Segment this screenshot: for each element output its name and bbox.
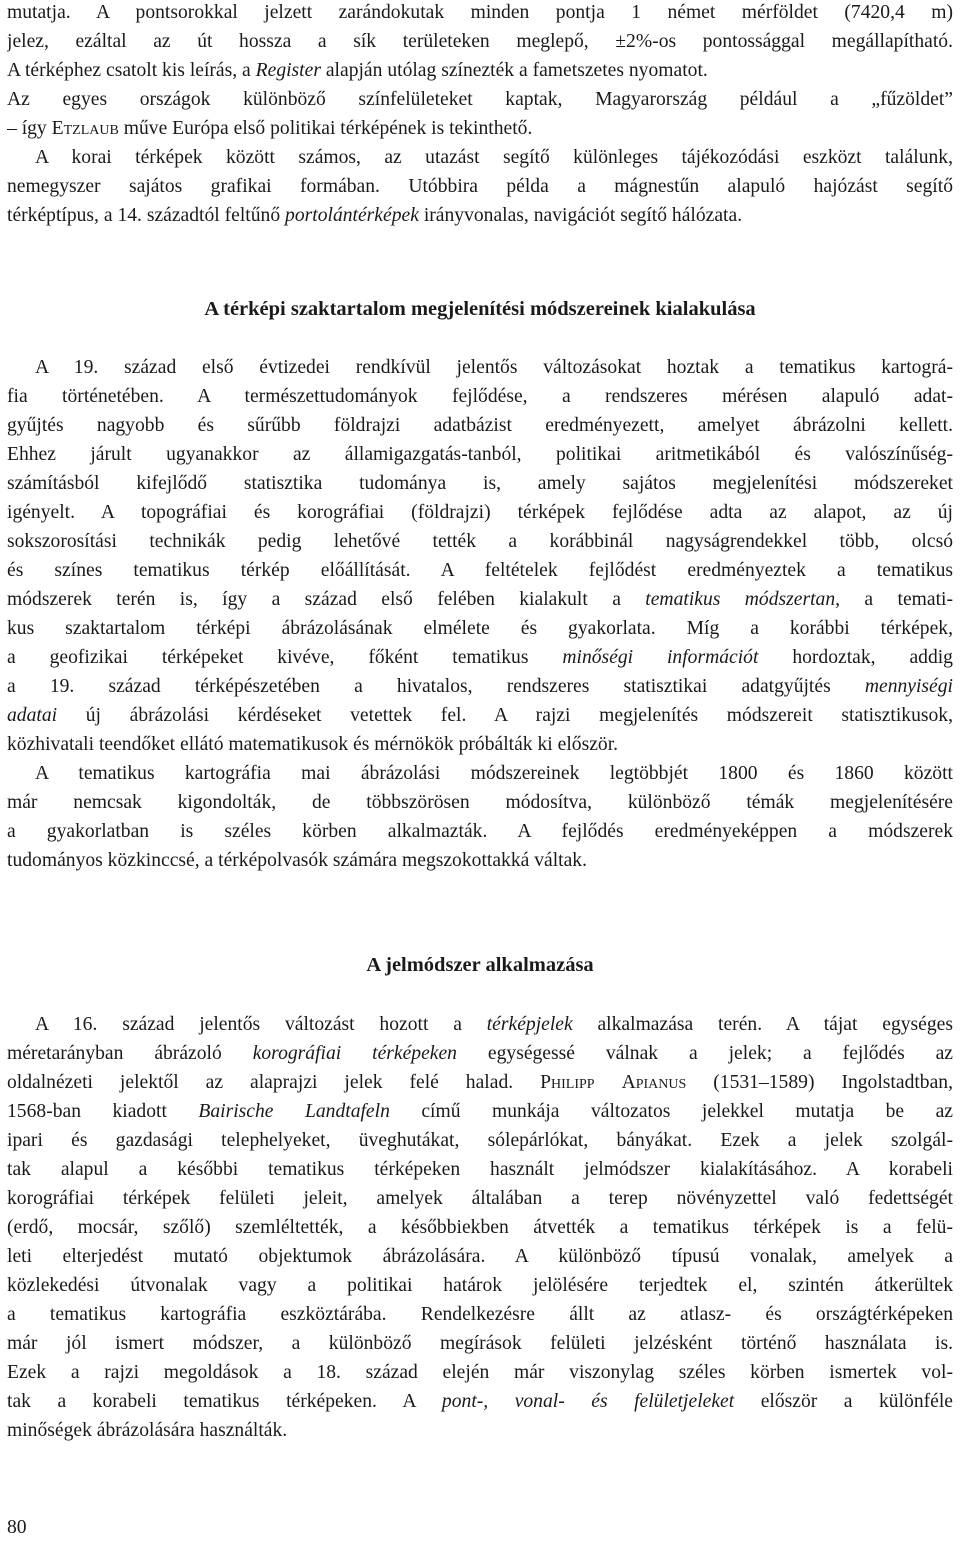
- emphasis-text: tematikus módszertan,: [645, 589, 841, 610]
- paragraph-line: (erdő, mocsár, szőlő) szemléltették, a későbbiekben átvették a tematikus térképek is a felü-: [7, 1217, 953, 1238]
- text-run: a geofizikai térképeket kivéve, főként tematikus: [7, 647, 563, 668]
- text-run: hordoztak, addig: [758, 647, 953, 668]
- paragraph-line: [7, 1041, 953, 1067]
- paragraph-line: [7, 645, 953, 671]
- paragraph-line: Az egyes országok különböző színfelületeket kaptak, Magyarország például a „fűzöldet”: [7, 89, 953, 110]
- text-run: – így: [7, 118, 52, 139]
- paragraph-line: már jól ismert módszer, a különböző megírások felületi jelzésként történő használata is.: [7, 1333, 953, 1354]
- emphasis-text: adatai: [7, 705, 58, 726]
- paragraph-line: [7, 1389, 953, 1415]
- author-name: Apianus: [621, 1072, 687, 1093]
- paragraph-line: A korai térképek között számos, az utazást segítő különleges tájékozódási eszközt találunk,: [35, 147, 953, 168]
- text-run: módszerek terén is, így a század első felében kialakult a: [7, 589, 646, 610]
- emphasis-text: mennyiségi: [864, 676, 953, 697]
- paragraph-line: kus szaktartalom térképi ábrázolásának elmélete és gyakorlata. Míg a korábbi térképek,: [7, 618, 953, 639]
- emphasis-text: Bairische Landtafeln: [198, 1101, 390, 1122]
- paragraph-line: Ezek a rajzi megoldások a 18. század elején már viszonylag széles körben ismertek vol-: [7, 1362, 953, 1383]
- paragraph-line: közlekedési útvonalak vagy a politikai határok jelölésére terjedtek el, szintén átkerültek: [7, 1275, 953, 1296]
- emphasis-text: pont-, vonal- és felületjeleket: [441, 1391, 735, 1412]
- text-run: oldalnézeti jelektől az alaprajzi jelek felé halad.: [7, 1072, 541, 1093]
- page-number: 80: [7, 1517, 27, 1538]
- paragraph-line: [7, 1070, 953, 1096]
- paragraph-line: fia történetében. A természettudományok fejlődése, a rendszeres mérésen alapuló adat-: [7, 386, 953, 407]
- text-run: irányvonalas, navigációt segítő hálózata.: [423, 205, 743, 226]
- emphasis-text: minőségi információt: [562, 647, 759, 668]
- paragraph-line: és színes tematikus térkép előállítását. A feltételek fejlődést eredményeztek a tematikus: [7, 560, 953, 581]
- author-name: Philipp: [540, 1072, 595, 1093]
- text-run: méretarányban ábrázoló: [7, 1043, 253, 1064]
- emphasis-text: Register: [255, 60, 321, 81]
- paragraph-line: leti elterjedést mutató objektumok ábrázolására. A különböző típusú vonalak, amelyek a: [7, 1246, 953, 1267]
- paragraph-line: [7, 58, 953, 84]
- paragraph-line: minőségek ábrázolására használták.: [7, 1420, 288, 1441]
- text-run: alapján utólag színezték a fametszetes nyomatot.: [325, 60, 708, 81]
- paragraph-line: mutatja. A pontsorokkal jelzett zarándokutak minden pontja 1 német mérföldet (7420,4 m): [7, 2, 953, 23]
- paragraph-line: jelez, ezáltal az út hossza a sík területeken meglepő, ±2%-os pontossággal megállapítható.: [7, 31, 953, 52]
- author-name: Etzlaub: [51, 118, 119, 139]
- paragraph-line: [7, 674, 953, 700]
- paragraph-line: korográfiai térképek felületi jeleit, amelyek általában a terep növényzettel való fedettségét: [7, 1188, 953, 1209]
- paragraph-line: A tematikus kartográfia mai ábrázolási módszereinek legtöbbjét 1800 és 1860 között: [35, 763, 953, 784]
- text-run: új ábrázolási kérdéseket vetettek fel. A rajzi megjelenítés módszereit statisztikusok,: [57, 705, 953, 726]
- text-run: először a különféle: [734, 1391, 953, 1412]
- paragraph-line: [7, 116, 953, 142]
- paragraph-line: tak alapul a későbbi tematikus térképeken használt jelmódszer kialakításához. A korabeli: [7, 1159, 953, 1180]
- text-run: térképtípus, a 14. századtól feltűnő: [7, 205, 286, 226]
- paragraph-line: számításból kifejlődő statisztika tudománya is, amely sajátos megjelenítési módszereket: [7, 473, 953, 494]
- emphasis-text: korográfiai térképeken: [252, 1043, 457, 1064]
- paragraph-line: gyűjtés nagyobb és sűrűbb földrajzi adatbázist eredményezett, amelyet ábrázolni kellett.: [7, 415, 953, 436]
- text-run: című munkája változatos jelekkel mutatja be az: [389, 1101, 953, 1122]
- paragraph-line: ipari és gazdasági telephelyeket, üveghutákat, sólepárlókat, bányákat. Ezek a jelek szolgál-: [7, 1130, 953, 1151]
- paragraph-line: Ehhez járult ugyanakkor az államigazgatás-tanból, politikai aritmetikából és valószínűség-: [7, 444, 953, 465]
- emphasis-text: térképjelek: [486, 1014, 573, 1035]
- paragraph-line: nemegyszer sajátos grafikai formában. Utóbbira példa a mágnestűn alapuló hajózást segítő: [7, 176, 953, 197]
- text-run: alkalmazása terén. A tájat egységes: [572, 1014, 953, 1035]
- paragraph-line: [7, 203, 953, 229]
- paragraph-line: [7, 1099, 953, 1125]
- section-heading: A térképi szaktartalom megjelenítési módszereinek kialakulása: [204, 298, 756, 320]
- paragraph-line: [7, 703, 953, 729]
- paragraph-line: [7, 587, 953, 613]
- paragraph-line: [35, 1012, 953, 1038]
- paragraph-line: közhivatali teendőket ellátó matematikusok és mérnökök próbálták ki először.: [7, 734, 619, 755]
- text-run: A 16. század jelentős változást hozott a: [35, 1014, 487, 1035]
- paragraph-line: tudományos közkinccsé, a térképolvasók számára megszokottakká váltak.: [7, 850, 587, 871]
- paragraph-line: sokszorosítási technikák pedig lehetővé tették a korábbinál nagyságrendekkel több, olcsó: [7, 531, 953, 552]
- emphasis-text: portolántérképek: [285, 205, 419, 226]
- paragraph-line: igényelt. A topográfiai és korográfiai (földrajzi) térképek fejlődése adta az alapot, az új: [7, 502, 953, 523]
- text-run: A térképhez csatolt kis leírás, a: [7, 60, 256, 81]
- text-run: egységessé válnak a jelek; a fejlődés az: [456, 1043, 953, 1064]
- paragraph-line: A 19. század első évtizedei rendkívül jelentős változásokat hoztak a tematikus kartográ-: [35, 357, 953, 378]
- text-run: a temati-: [840, 589, 953, 610]
- text-run: tak a korabeli tematikus térképeken. A: [7, 1391, 442, 1412]
- text-run: műve Európa első politikai térképének is tekinthető.: [123, 118, 533, 139]
- section-heading: A jelmódszer alkalmazása: [366, 954, 594, 976]
- text-run: 1568-ban kiadott: [7, 1101, 199, 1122]
- paragraph-line: a tematikus kartográfia eszköztárába. Rendelkezésre állt az atlasz- és országtérképeken: [7, 1304, 953, 1325]
- text-run: (1531–1589) Ingolstadtban,: [686, 1072, 953, 1093]
- text-run: a 19. század térképészetében a hivatalos, rendszeres statisztikai adatgyűjtés: [7, 676, 865, 697]
- paragraph-line: már nemcsak kigondolták, de többszörösen módosítva, különböző témák megjelenítésére: [7, 792, 953, 813]
- paragraph-line: a gyakorlatban is széles körben alkalmazták. A fejlődés eredményeképpen a módszerek: [7, 821, 953, 842]
